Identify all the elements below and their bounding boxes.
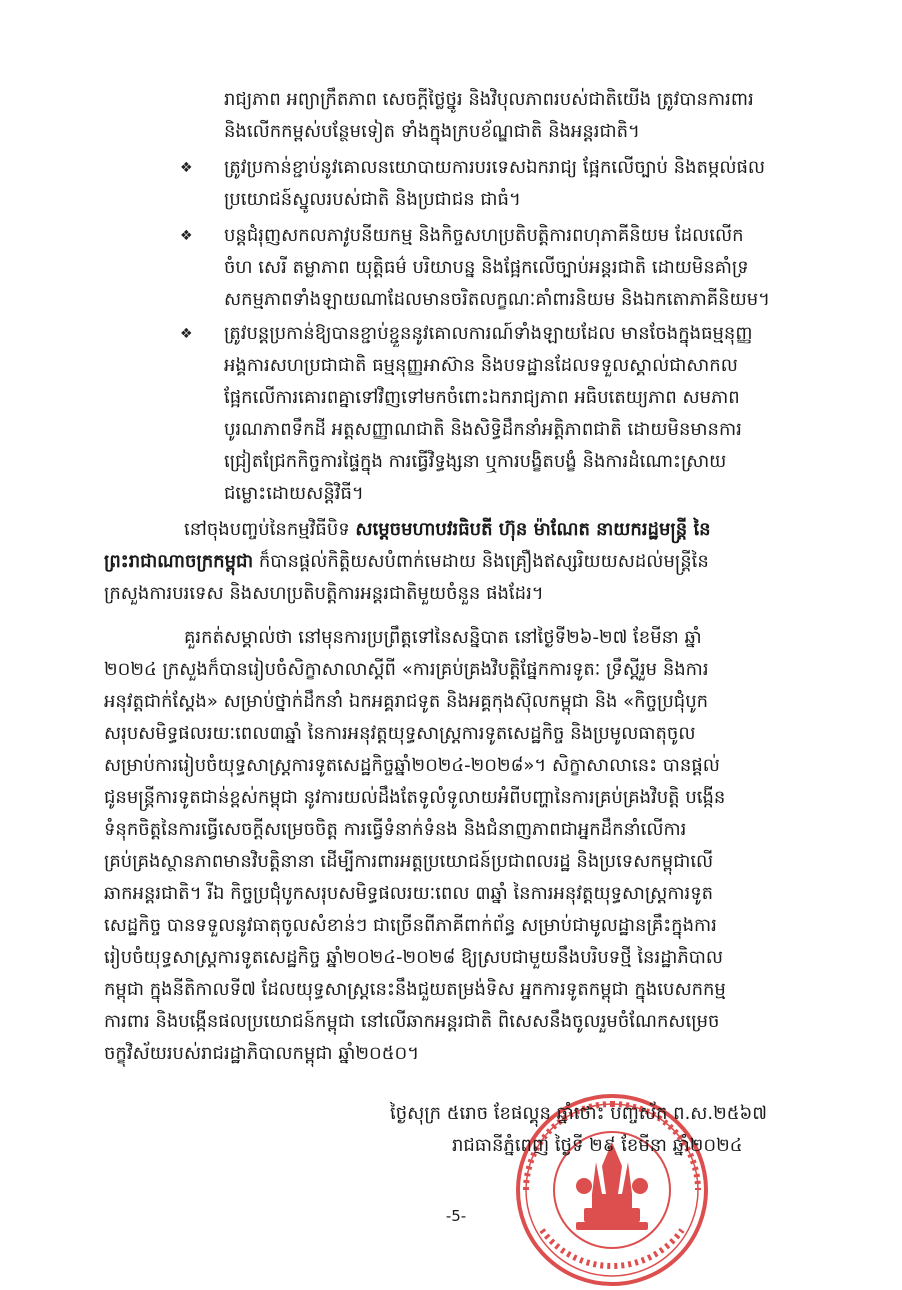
bullet-diamond-icon: ❖ (180, 160, 193, 176)
bullet-diamond-icon: ❖ (180, 228, 193, 244)
bullet-line: ត្រូវបន្តប្រកាន់ឱ្យបានខ្ជាប់ខ្ជួននូវគោលការណ៍ទាំងឡាយដែល មានចែងក្នុងធម្មនុញ្ញ (224, 323, 753, 344)
closing-line-1 (184, 514, 804, 546)
note-line: រៀបចំយុទ្ធសាស្ត្រការទូតសេដ្ឋកិច្ច ឆ្នាំ២០២៤-២០២៨ ឱ្យស្របជាមួយនឹងបរិបទថ្មី នៃរដ្ឋាភិបាល (104, 947, 724, 968)
signature-lunar-date: ថ្ងៃសុក្រ ៥រោច ខែផល្គុន ឆ្នាំថោះ បញ្ចស័ក ព.ស.២៥៦៧ (390, 1103, 768, 1124)
bullet-line: ជ្រៀតជ្រែកកិច្ចការផ្ទៃក្នុង ការធ្វើវិទ្ធង្សនា ឬការបង្ខិតបង្ខំ និងការដំណោះស្រាយ (224, 451, 727, 472)
intro-line: និងលើកកម្ពស់បន្ថែមទៀត ទាំងក្នុងក្របខ័ណ្ឌជាតិ និងអន្តរជាតិ។ (224, 121, 640, 142)
note-line: គួរកត់សម្គាល់ថា នៅមុនការប្រព្រឹត្តទៅនៃសន្និបាត នៅថ្ងៃទី២៦-២៧ ខែមីនា ឆ្នាំ (184, 627, 702, 648)
bullet-line: ជម្លោះដោយសន្តិវិធី។ (224, 483, 364, 504)
note-line: សរុបសមិទ្ធផលរយៈពេល៣ឆ្នាំ នៃការអនុវត្តយុទ្ធសាស្ត្រការទូតសេដ្ឋកិច្ច និងប្រមូលធាតុចូល (104, 723, 696, 744)
note-line: កម្ពុជា ក្នុងនីតិកាលទី៧ ដែលយុទ្ធសាស្ត្រនេះនឹងជួយតម្រង់ទិស អ្នកការទូតកម្ពុជា ក្នុងបេសកកម្ម (104, 979, 726, 1000)
closing-bold-kingdom: ព្រះរាជាណាចក្រកម្ពុជា (104, 551, 254, 572)
bullet-line: សកម្មភាពទាំងឡាយណាដែលមានចរិតលក្ខណៈគាំពារនិយម និងឯកតោភាគីនិយម។ (224, 289, 771, 310)
page-number: -5- (445, 1207, 467, 1225)
intro-line: រាជ្យភាព អព្យាក្រឹតភាព សេចក្តីថ្លៃថ្នូរ និងវិបុលភាពរបស់ជាតិយើង ត្រូវបានការពារ (224, 89, 754, 110)
note-line: ឆាកអន្តរជាតិ។ រីឯ កិច្ចប្រជុំបូកសរុបសមិទ្ធផលរយៈពេល ៣ឆ្នាំ នៃការអនុវត្តយុទ្ធសាស្ត្រការទូត (104, 883, 714, 904)
bullet-line: បូរណភាពទឹកដី អត្តសញ្ញាណជាតិ និងសិទ្ធិដឹកនាំអត្តិភាពជាតិ ដោយមិនមានការ (224, 419, 742, 440)
note-line: សេដ្ឋកិច្ច បានទទួលនូវធាតុចូលសំខាន់ៗ ជាច្រើនពីភាគីពាក់ព័ន្ធ សម្រាប់ជាមូលដ្ឋានគ្រឹះក្នុងការ (104, 915, 717, 936)
bullet-line: បន្តជំរុញសកលភាវូបនីយកម្ម និងកិច្ចសហប្រតិបត្តិការពហុភាគីនិយម ដែលលើក (224, 225, 744, 246)
note-line: ចក្ខុវិស័យរបស់រាជរដ្ឋាភិបាលកម្ពុជា ឆ្នាំ២០៥០។ (104, 1043, 420, 1064)
closing-line-3: ក្រសួងការបរទេស និងសហប្រតិបត្តិការអន្តរជាតិមួយចំនួន ផងដែរ។ (104, 583, 544, 604)
note-line: ២០២៤ ក្រសួងក៏បានរៀបចំសិក្ខាសាលាស្តីពី «ការគ្រប់គ្រងវិបត្តិផ្នែកការទូតៈ ទ្រឹស្តីរួម និងការ (104, 659, 709, 680)
closing-bold-name: សម្តេចមហាបវរធិបតី ហ៊ុន ម៉ាណែត នាយករដ្ឋមន្ត្រី នៃ (355, 519, 711, 540)
bullet-line: ផ្អែកលើការគោរពគ្នាទៅវិញទៅមកចំពោះឯករាជ្យភាព អធិបតេយ្យភាព សមភាព (224, 387, 740, 408)
bullet-diamond-icon: ❖ (180, 326, 193, 342)
closing-text: នៅចុងបញ្ចប់នៃកម្មវិធីបិទ (184, 519, 356, 540)
closing-line-2 (104, 546, 804, 578)
signature-solar-date: រាជធានីភ្នំពេញ ថ្ងៃទី ២៩ ខែមីនា ឆ្នាំ២០២៤ (452, 1135, 743, 1156)
bullet-line: ត្រូវប្រកាន់ខ្ជាប់នូវគោលនយោបាយការបរទេសឯករាជ្យ ផ្អែកលើច្បាប់ និងតម្កល់ផល (224, 157, 766, 178)
bullet-line: ចំហ សេរី តម្លាភាព យុត្តិធម៌ បរិយាបន្ន និងផ្អែកលើច្បាប់អន្តរជាតិ ដោយមិនគាំទ្រ (224, 257, 749, 278)
closing-text: ក៏បានផ្តល់កិត្តិយសបំពាក់មេដាយ និងគ្រឿងឥស្សរិយយសដល់មន្ត្រីនៃ (253, 551, 709, 572)
note-line: អនុវត្តជាក់ស្តែង» សម្រាប់ថ្នាក់ដឹកនាំ ឯកអគ្គរាជទូត និងអគ្គកុងស៊ុលកម្ពុជា និង «កិច្ចប្រជុំបូក (104, 691, 709, 712)
note-line: សម្រាប់ការរៀបចំយុទ្ធសាស្ត្រការទូតសេដ្ឋកិច្ចឆ្នាំ២០២៤-២០២៨»។ សិក្ខាសាលានេះ បានផ្តល់ (104, 755, 720, 776)
note-line: គ្រប់គ្រងស្ថានភាពមានវិបត្តិនានា ដើម្បីការពារអត្តប្រយោជន៍ប្រជាពលរដ្ឋ និងប្រទេសកម្ពុជាលើ (104, 851, 714, 872)
bullet-line: ប្រយោជន៍ស្នូលរបស់ជាតិ និងប្រជាជន ជាធំ។ (224, 189, 521, 210)
bullet-line: អង្គការសហប្រជាជាតិ ធម្មនុញ្ញអាស៊ាន និងបទដ្ឋានដែលទទួលស្គាល់ជាសាកល (224, 355, 738, 376)
note-line: ទំនុកចិត្តនៃការធ្វើសេចក្តីសម្រេចចិត្ត ការធ្វើទំនាក់ទំនង និងជំនាញភាពជាអ្នកដឹកនាំលើការ (104, 819, 687, 840)
note-line: ការពារ និងបង្កើនផលប្រយោជន៍កម្ពុជា នៅលើឆាកអន្តរជាតិ ពិសេសនឹងចូលរួមចំណែកសម្រេច (104, 1011, 720, 1032)
note-line: ជូនមន្ត្រីការទូតជាន់ខ្ពស់កម្ពុជា នូវការយល់ដឹងតែទូលំទូលាយអំពីបញ្ហានៃការគ្រប់គ្រងវិបត្តិ បង្កើន (104, 787, 726, 808)
